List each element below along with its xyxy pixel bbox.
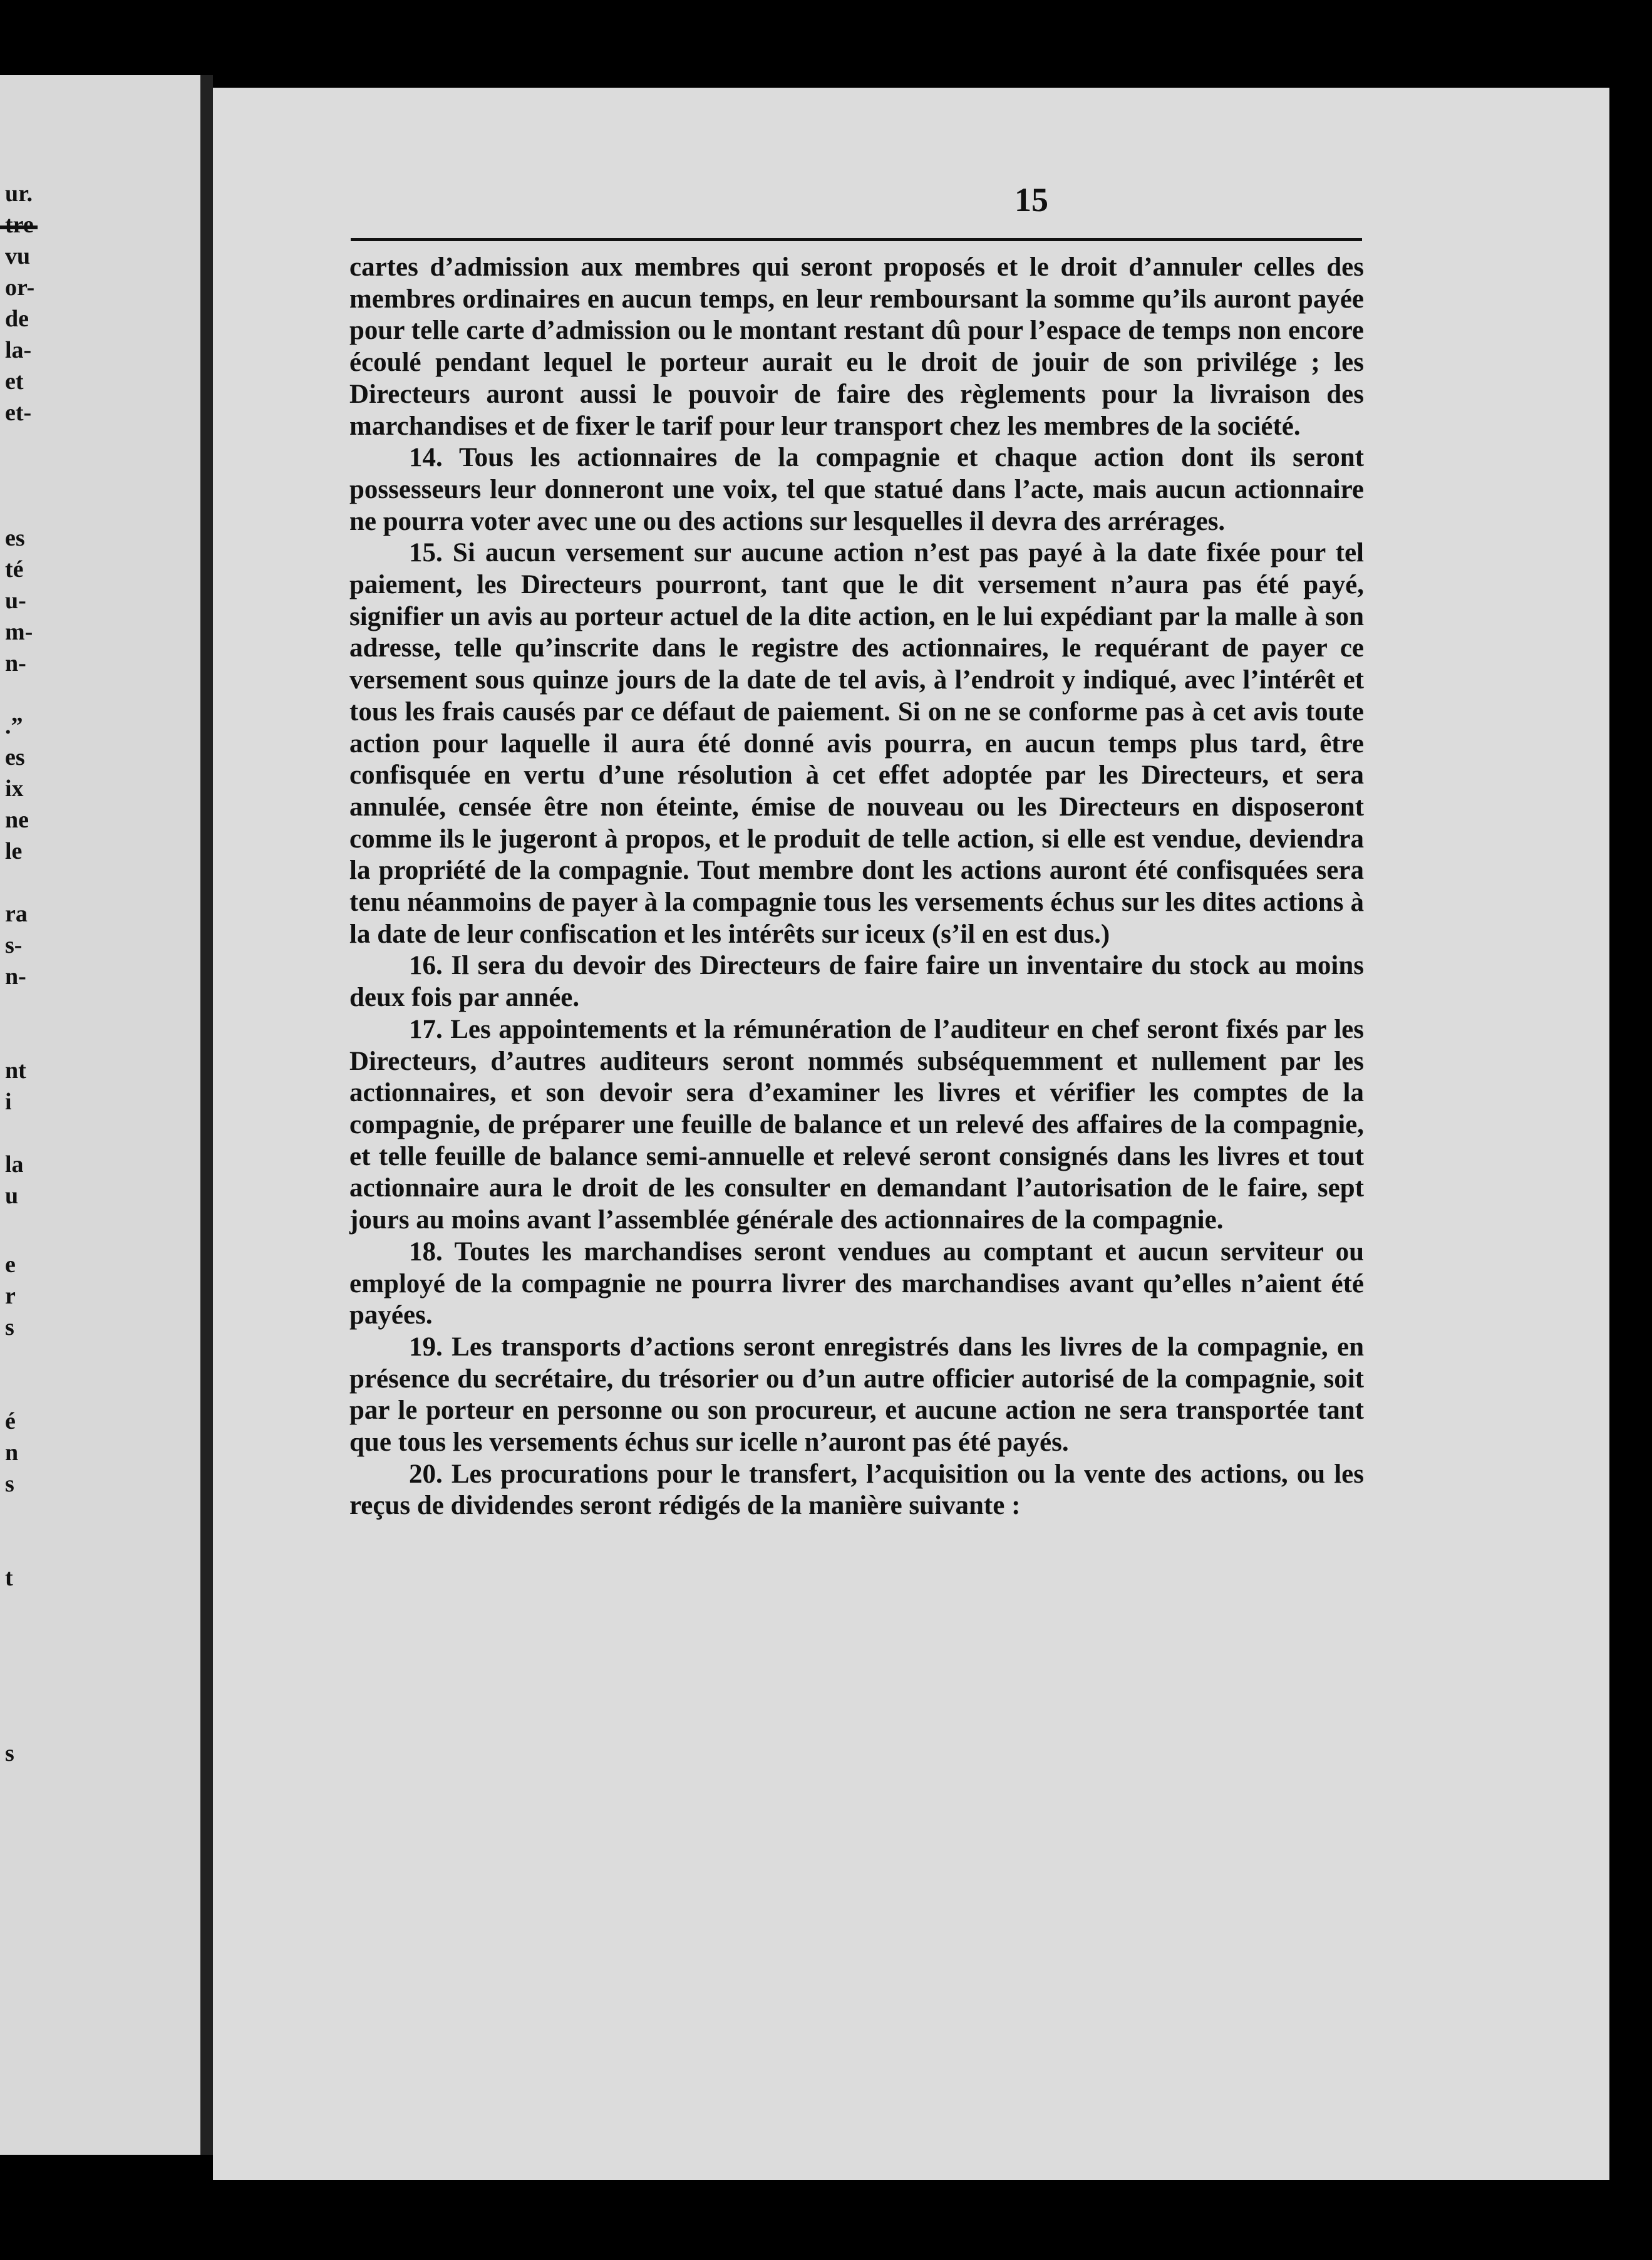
facing-page-fragment-text: n- <box>5 650 26 676</box>
article-number: 17. <box>409 1014 443 1044</box>
paragraph <box>349 252 1364 442</box>
facing-page-fragment-text: ur. <box>5 180 33 207</box>
facing-page-fragment-text: la- <box>5 337 32 363</box>
facing-page-fragment-text: u- <box>5 588 26 614</box>
paragraph <box>349 1459 1364 1522</box>
paragraph-text: Les appointements et la rémunération de l’auditeur en chef seront fixés par les Directeurs, d’autres auditeurs seront nommés subséquemment et nullement par les actionnaires, et son devoir sera d’examiner les livres et vérifier les comptes de la compagnie, de préparer une feuille de balance et un relevé des affaires de la compagnie, et telle feuille de balance semi-annuelle et relevé seront consignés dans les livres et tout actionnaire aura le droit de les consulter en demandant l’autorisation de le faire, sept jours au moins avant l’assemblée générale des actionnaires de la compagnie. <box>349 1014 1364 1235</box>
document-page <box>213 88 1609 2180</box>
paragraph <box>349 1332 1364 1459</box>
paragraph <box>349 1236 1364 1332</box>
header-rule <box>351 238 1362 241</box>
facing-page-fragment-text: nt <box>5 1057 26 1084</box>
article-number: 15. <box>409 538 443 568</box>
facing-page-fragment-text: e <box>5 1252 16 1278</box>
facing-page-fragment-text: m- <box>5 619 33 645</box>
facing-page-fragment-text: ne <box>5 807 29 833</box>
facing-page-fragment-text: n- <box>5 963 26 990</box>
facing-page-fragment-text: tre <box>5 212 34 238</box>
paragraph <box>349 950 1364 1013</box>
facing-page-fragment-text: i <box>5 1089 12 1115</box>
page-number: 15 <box>1014 181 1048 219</box>
facing-page-fragment-text: ix <box>5 775 24 802</box>
facing-page-fragment-text: la <box>5 1151 24 1178</box>
facing-page-fragment-text: or- <box>5 274 35 301</box>
article-number: 14. <box>409 443 443 473</box>
facing-page-fragment-text: s- <box>5 932 23 958</box>
facing-page-fragment-text: s <box>5 1740 14 1766</box>
facing-page-fragment-text: s <box>5 1314 14 1340</box>
paragraph-text: cartes d’admission aux membres qui seront proposés et le droit d’annuler celles des membres ordinaires en aucun temps, en leur remboursant la somme qu’ils auront payée pour telle carte d’admission ou le montant restant dû pour l’espace de temps non encore écoulé pendant lequel le porteur aurait eu le droit de jouir de son privilége ; les Directeurs auront aussi le pouvoir de faire des règlements pour la livraison des marchandises et de fixer le tarif pour leur transport chez les membres de la société. <box>349 252 1364 441</box>
paragraph-text: Les procurations pour le transfert, l’acquisition ou la vente des actions, ou les reçus de dividendes seront rédigés de la manière suivante : <box>349 1459 1364 1521</box>
facing-page-fragment-text: t <box>5 1565 13 1591</box>
article-number: 18. <box>409 1236 443 1267</box>
facing-page-fragment-text: té <box>5 556 24 583</box>
facing-page-fragment-text: de <box>5 306 29 332</box>
facing-page-fragment-text: et <box>5 368 24 395</box>
body-text <box>349 252 1364 1522</box>
paragraph-text: Si aucun versement sur aucune action n’est pas payé à la date fixée pour tel paiement, les Directeurs pourront, tant que le dit versement n’aura pas été payé, signifier un avis au porteur actuel de la dite action, en le lui expédiant par la malle à son adresse, telle qu’inscrite dans le registre des actionnaires, le requérant de payer ce versement sous quinze jours de la date de tel avis, à l’endroit y indiqué, avec l’intérêt et tous les frais causés par ce défaut de paiement. Si on ne se conforme pas à cet avis toute action pour laquelle il aura été donné avis pourra, en aucun temps plus tard, être confisquée en vertu d’une résolution à cet effet adoptée par les Directeurs, et sera annulée, censée être non éteinte, émise de nouveau ou les Directeurs en disposeront comme ils le jugeront à propos, et le produit de telle action, si elle est vendue, deviendra la propriété de la compagnie. Tout membre dont les actions auront été confisquées sera tenu néanmoins de payer à la compagnie tous les versements échus sur les dites actions à la date de leur confiscation et les intérêts sur iceux (s’il en est dus.) <box>349 538 1364 949</box>
facing-page-fragment-text: s <box>5 1471 14 1497</box>
facing-page-fragment-text: é <box>5 1408 16 1434</box>
paragraph-text: Les transports d’actions seront enregistrés dans les livres de la compagnie, en présence du secrétaire, du trésorier ou d’un autre officier autorisé de la compagnie, soit par le porteur en personne ou son procureur, et aucune action ne sera transportée tant que tous les versements échus sur icelle n’auront pas été payés. <box>349 1332 1364 1458</box>
facing-page-fragment-text: ra <box>5 901 28 927</box>
paragraph <box>349 442 1364 537</box>
facing-page-fragment-text: u <box>5 1183 19 1209</box>
facing-page-fragment-text: es <box>5 744 25 770</box>
paragraph <box>349 1014 1364 1236</box>
facing-page-fragment-text: r <box>5 1283 16 1309</box>
paragraph-text: Tous les actionnaires de la compagnie et chaque action dont ils seront possesseurs leur donneront une voix, tel que statué dans l’acte, mais aucun actionnaire ne pourra voter avec une ou des actions sur lesquelles il devra des arrérages. <box>349 443 1364 536</box>
facing-page-fragment-text: vu <box>5 243 31 269</box>
paragraph-text: Il sera du devoir des Directeurs de faire faire un inventaire du stock au moins deux fois par année. <box>349 951 1365 1013</box>
article-number: 20. <box>409 1459 443 1489</box>
facing-page-fragment-text: le <box>5 838 23 864</box>
facing-page-fragment <box>0 75 200 2155</box>
facing-page-fragment-text: es <box>5 525 25 551</box>
facing-page-fragment-text: .” <box>5 713 23 739</box>
article-number: 16. <box>409 951 443 981</box>
paragraph-text: Toutes les marchandises seront vendues au comptant et aucun serviteur ou employé de la compagnie ne pourra livrer des marchandises avant qu’elles n’aient été payées. <box>349 1236 1364 1330</box>
facing-page-fragment-text: et- <box>5 400 32 426</box>
article-number: 19. <box>409 1332 443 1362</box>
paragraph <box>349 537 1364 950</box>
facing-page-fragment-text: n <box>5 1439 19 1466</box>
book-gutter <box>200 75 213 2155</box>
